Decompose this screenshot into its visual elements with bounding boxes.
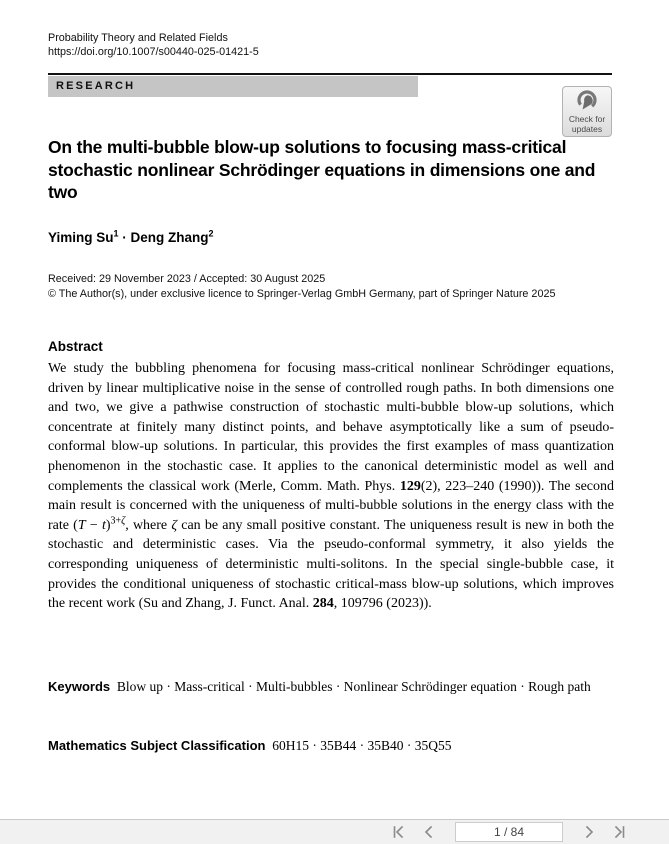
msc-values: 60H15 · 35B44 · 35B40 · 35Q55 (272, 738, 452, 753)
last-page-button[interactable] (609, 822, 629, 842)
abstract-text: We study the bubbling phenomena for focusing mass-critical nonlinear Schrödinger equations, driven by linear multiplicative noise in the sense of controlled rough paths. In both dimensions one and two, we give a pathwise construction of stochastic multi-bubble blow-up solutions, which concentrate at finitely many distinct points, and behave asymptotically like a sum of pseudo-conformal blow-up solutions. In particular, this provides the first examples of mass quantization phenomenon in the stochastic case. It applies to the canonical deterministic model as well and complements the classical work (Merle, Comm. Math. Phys. 129(2), 223–240 (1990)). The second main result is concerned with the uniqueness of multi-bubble solutions in the energy class with the rate $(T - t)^{3+\zeta}$, where ζ can be any small positive constant. The uniqueness result is new in both the stochastic and deterministic cases. Via the pseudo-conformal symmetry, it also yields the corresponding uniqueness of deterministic multi-solitons. In the special single-bubble case, it provides the conditional uniqueness of stochastic critical-mass blow-up solutions, which improves the recent work (Su and Zhang, J. Funct. Anal. 284, 109796 (2023)). (48, 361, 614, 612)
previous-page-button[interactable] (419, 822, 439, 842)
pager-toolbar (0, 819, 669, 844)
check-for-updates-label-line2: updates (571, 123, 603, 134)
keywords-values: Blow up · Mass-critical · Multi-bubbles · Nonlinear Schrödinger equation · Rough path (116, 679, 591, 694)
first-page-icon (392, 825, 406, 839)
authors: Yiming $Su^1$ · Deng Zhang$^2$ (48, 228, 214, 245)
check-for-updates-label-line1: Check for (568, 114, 606, 124)
crossmark-icon (575, 89, 599, 115)
abstract-heading: Abstract (48, 339, 103, 354)
next-page-icon (582, 825, 596, 839)
article-type-label: RESEARCH (56, 80, 136, 92)
msc-label: Mathematics Subject Classification (48, 738, 266, 753)
paper-title: On the multi-bubble blow-up solutions to focusing mass-critical stochastic nonlinear Schrödinger equations in dimensions one and two (48, 137, 596, 202)
last-page-icon (612, 825, 626, 839)
keywords-label: Keywords (48, 679, 111, 694)
article-type-banner (48, 76, 418, 97)
msc-line (48, 737, 614, 755)
doi-link[interactable]: https://doi.org/10.1007/s00440-025-01421-5 (48, 46, 259, 58)
page-number-input[interactable] (455, 822, 563, 842)
copyright-line: © The Author(s), under exclusive licence to Springer-Verlag GmbH Germany, part of Springer Nature 2025 (48, 288, 556, 300)
check-for-updates-badge[interactable] (562, 86, 612, 137)
received-accepted-line: Received: 29 November 2023 / Accepted: 30 August 2025 (48, 273, 326, 285)
pager-controls (389, 820, 629, 844)
journal-name: Probability Theory and Related Fields (48, 32, 228, 44)
first-page-button[interactable] (389, 822, 409, 842)
keywords-line (48, 677, 593, 697)
header-rule (48, 73, 612, 75)
previous-page-icon (422, 825, 436, 839)
next-page-button[interactable] (579, 822, 599, 842)
